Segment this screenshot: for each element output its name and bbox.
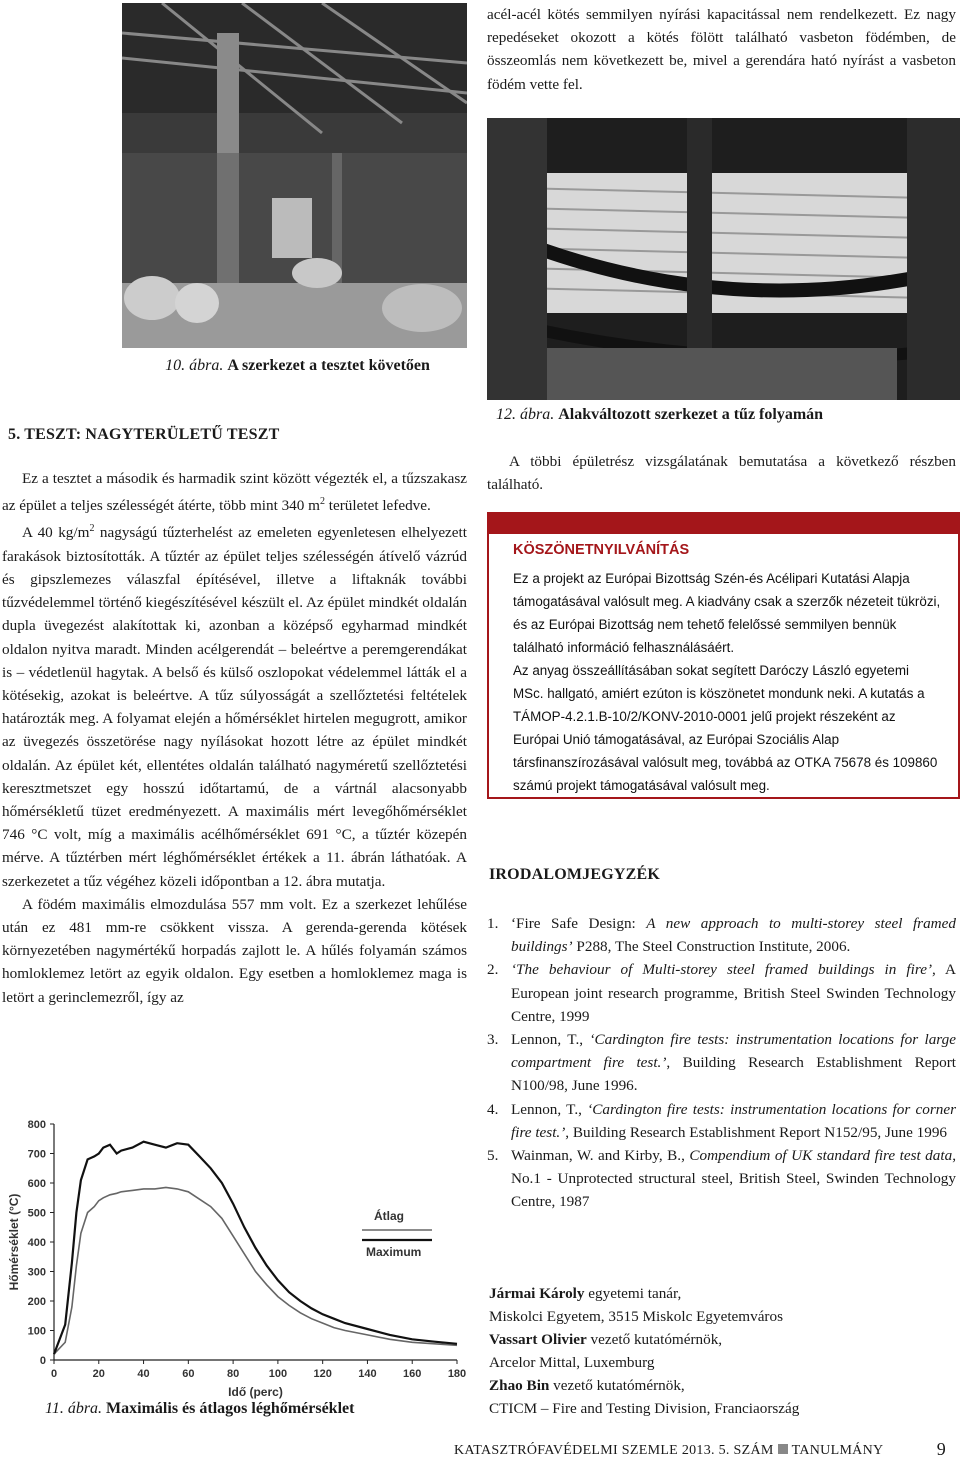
- x-tick-label: 120: [313, 1368, 332, 1380]
- y-tick-label: 600: [27, 1178, 46, 1190]
- figure-10-caption: [125, 357, 470, 375]
- y-tick-label: 500: [27, 1207, 46, 1220]
- reference-item: 4. Lennon, T., ‘Cardington fire tests: instrumentation locations for corner fire test.’, Building Research Establishment Report N152/95, June 1996: [487, 1100, 956, 1141]
- figure-11-number: 11. ábra.: [45, 1400, 103, 1417]
- figure-12-number: 12. ábra.: [496, 406, 555, 423]
- y-tick-label: 700: [27, 1148, 46, 1161]
- figure-10-number: 10. ábra.: [165, 357, 224, 374]
- footer-section: TANULMÁNY: [791, 1443, 884, 1458]
- x-tick-label: 0: [50, 1368, 58, 1380]
- author-line: Miskolci Egyetem, 3515 Miskolc Egyetemváros: [489, 1308, 783, 1325]
- left-column: [2, 467, 467, 1009]
- paragraph-2: A 40 $kg/m^2$ nagyságú tűzterhelést az emeleten egyenletesen elhelyezett farakások biztosították. A tűztér az épület teljes szélességén átívelő vázrúd és gipszlemezes válaszfal építésével, illetve a liftaknák további tűzvédelemmel történő kiegészítésével készült el. Az épület mindkét oldalán dupla üvegezést alakítottak ki, azonban a középső egyharmad mindkét oldalon nyitva maradt. Minden acélgerendát – beleértve a peremgerendákat is – védetlenül hagytak. A belső és külső oszlopokat védelemmel látták el a kötésekig, azokat is beleértve. A tűz súlyosságát a szellőztetési feltételek határozták meg. A folyamat elején a hőmérséklet hirtelen megugrott, amikor az üvegezés összetörése nagy nyílásokat hozott létre az épület mindkét oldalán. Az épület két, ellentétes oldalán található nagyméretű szellőztetési keresztmetszet egy hosszú időtartamú, de a vártnál alacsonyabb hőmérsékletű tüzet eredményezett. A maximális mért levegőhőmérséklet 746 °C volt, míg a maximális acélhőmérséklet 691 °C, a tűztér közepén mérve. A tűztérben mért léghőmérséklet értékek a 11. ábrán láthatóak. A szerkezetet a tűz végéhez közeli időpontban a 12. ábra mutatja.: [2, 523, 467, 890]
- acknowledgement-title: KÖSZÖNETNYILVÁNÍTÁS: [513, 542, 690, 558]
- author-line: Zhao Bin vezető kutatómérnök,: [489, 1377, 685, 1394]
- acknowledgement-p2: Az anyag összeállításában sokat segített Daróczy László egyetemi MSc. hallgató, amiért ezúton is köszönetet mondunk neki. A kutatás a TÁMOP-4.2.1.B-10/2/KONV-2010-0001 jelű projekt részeként az Európai Unió támogatásával, az Európai Szociális Alap társfinanszírozásával valósult meg, továbbá az OTKA 75678 és 109860 számú projekt támogatásával valósult meg.: [513, 663, 938, 793]
- figure-12-image: [487, 118, 960, 400]
- square-separator-icon: [778, 1444, 788, 1454]
- acknowledgement-body: [513, 567, 943, 797]
- authors-block: [489, 1282, 958, 1420]
- y-tick-label: 300: [27, 1266, 46, 1279]
- figure-11-caption: [45, 1400, 465, 1418]
- x-tick-label: 180: [447, 1368, 467, 1380]
- page-number: 9: [936, 1439, 946, 1459]
- author-line: CTICM – Fire and Testing Division, Franciaország: [489, 1400, 800, 1417]
- reference-item: 3. Lennon, T., ‘Cardington fire tests: instrumentation locations for large compartment fire test.’, Building Research Establishment Report N100/98, June 1996.: [487, 1031, 956, 1095]
- reference-item: 1. ‘Fire Safe Design: A new approach to multi-storey steel framed buildings’ P288, The Steel Construction Institute, 2006.: [487, 915, 956, 956]
- x-axis-label: Idő (perc): [228, 1385, 283, 1399]
- acknowledgement-box: [487, 512, 960, 799]
- y-tick-label: 100: [27, 1325, 46, 1338]
- y-tick-label: 400: [27, 1237, 46, 1249]
- figure-12-photo: [487, 118, 960, 400]
- figure-11-title: Maximális és átlagos léghőmérséklet: [106, 1400, 355, 1417]
- x-tick-label: 160: [403, 1368, 422, 1380]
- x-tick-label: 20: [92, 1368, 105, 1380]
- legend-label-max: Maximum: [366, 1245, 422, 1259]
- paragraph-1: Ez a tesztet a második és harmadik szint között végezték el, a tűzszakasz az épület a teljes szélességét átérte, több mint 340 $m^2$ területet lefedve.: [2, 470, 467, 515]
- figure-12-caption: [496, 406, 956, 424]
- figure-10-image: [122, 3, 467, 348]
- author-line: Vassart Olivier vezető kutatómérnök,: [489, 1331, 723, 1348]
- y-tick-label: 0: [39, 1355, 46, 1367]
- y-tick-label: 800: [27, 1119, 46, 1131]
- references-title: IRODALOMJEGYZÉK: [489, 866, 661, 883]
- references-list: [487, 912, 956, 1214]
- figure-10-photo: [122, 3, 467, 348]
- footer-journal: KATASZTRÓFAVÉDELMI SZEMLE 2013. 5. SZÁM: [454, 1443, 774, 1458]
- right-top-paragraph: acél-acél kötés semmilyen nyírási kapacitással nem rendelkezett. Ez nagy repedéseket okozott a kötés fölött található vasbeton födémben, de összeomlás nem következett be, mivel a gerendára ható nyírást a vasbeton födém vette fel.: [487, 6, 956, 93]
- reference-item: 5. Wainman, W. and Kirby, B., Compendium of UK standard fire test data, No.1 - Unprotected structural steel, British Steel, Swinden Technology Centre, 1987: [487, 1147, 956, 1211]
- page-footer: [454, 1439, 954, 1463]
- figure-10-title: A szerkezet a tesztet követően: [227, 357, 430, 374]
- figure-11-chart: [2, 1112, 472, 1402]
- x-tick-label: 100: [268, 1368, 288, 1380]
- author-line: Arcelor Mittal, Luxemburg: [489, 1354, 655, 1371]
- x-tick-label: 80: [226, 1368, 240, 1380]
- acknowledgement-p1: Ez a projekt az Európai Bizottság Szén-és Acélipari Kutatási Alapja támogatásával valósult meg. A kiadvány csak a szerzők nézeteit tükrözi, és az Európai Bizottság nem tehető felelőssé semmilyen bennük található információ felhasználásáért.: [513, 571, 941, 655]
- legend-label-avg: Átlag: [374, 1209, 404, 1223]
- author-line: Jármai Károly egyetemi tanár,: [489, 1285, 682, 1302]
- y-axis-label: Hőmérséklet (°C): [7, 1193, 21, 1291]
- right-paragraph: A többi épületrész vizsgálatának bemutatása a következő részben található.: [487, 453, 956, 494]
- x-tick-label: 140: [358, 1368, 377, 1380]
- paragraph-3: A födém maximális elmozdulása 557 mm volt. Ez a szerkezet lehűlése után ez 481 mm-re csökkent vissza. A gerenda-gerenda kötések környezetében nagymértékű horpadás zajlott le. A hűlés folyamán számos homloklemez letört az egyik oldalon. Egy esetben a homloklemez maga is letört a gerinclemezről, így az: [2, 895, 467, 1006]
- section-5-title: 5. TESZT: NAGYTERÜLETŰ TESZT: [8, 426, 280, 443]
- reference-item: 2. ‘The behaviour of Multi-storey steel framed buildings in fire’, A European joint research programme, British Steel Swinden Technology Centre, 1999: [487, 961, 956, 1025]
- y-tick-label: 200: [27, 1296, 46, 1308]
- x-tick-label: 60: [182, 1368, 195, 1380]
- x-tick-label: 40: [137, 1368, 150, 1380]
- acknowledgement-bar: [489, 512, 958, 534]
- figure-12-title: Alakváltozott szerkezet a tűz folyamán: [558, 406, 824, 423]
